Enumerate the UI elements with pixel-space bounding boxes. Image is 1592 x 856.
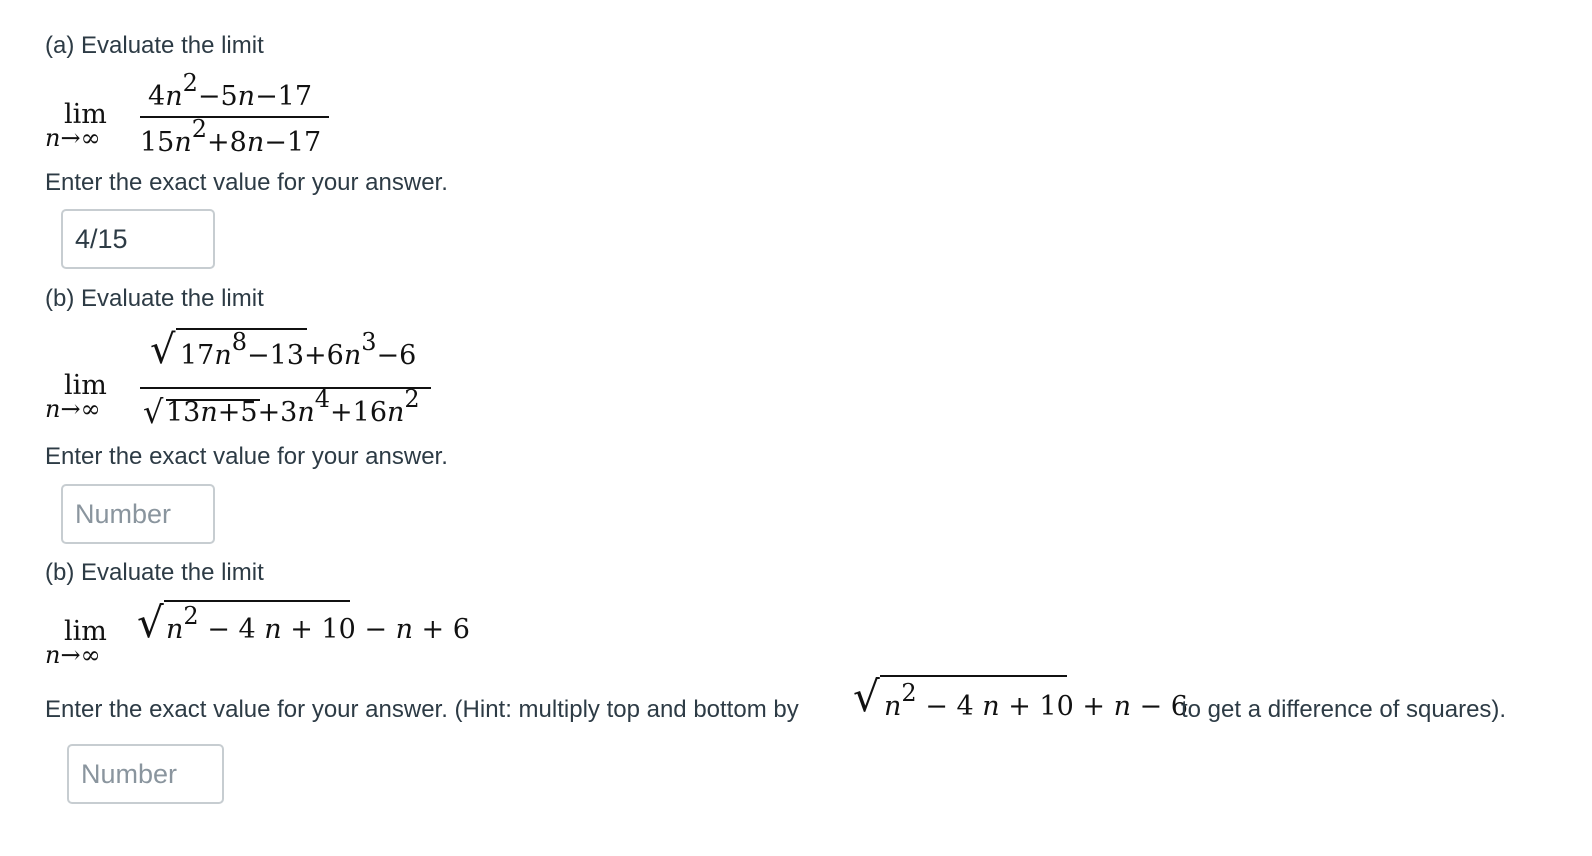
part-a-answer-input[interactable] xyxy=(61,209,215,269)
part-b-answer-input[interactable] xyxy=(61,484,215,544)
radical-icon: √ xyxy=(137,598,164,647)
part-a-heading: (a) Evaluate the limit xyxy=(45,32,264,59)
part-c-instruction-after: to get a difference of squares). xyxy=(1181,696,1507,723)
lim-subscript: n→∞ xyxy=(45,641,101,669)
hint-radical-bar xyxy=(880,675,1067,677)
lim-label: lim xyxy=(64,99,107,130)
part-a-instruction: Enter the exact value for your answer. xyxy=(45,169,448,196)
radical-icon: √ xyxy=(853,672,880,721)
radical-icon: √ xyxy=(150,327,176,373)
part-a-fraction-bar xyxy=(140,116,329,118)
part-c-heading: (b) Evaluate the limit xyxy=(45,559,264,586)
part-c-answer-input[interactable] xyxy=(67,744,224,804)
part-b-heading: (b) Evaluate the limit xyxy=(45,285,264,312)
lim-subscript: n→∞ xyxy=(45,124,101,152)
lim-subscript: n→∞ xyxy=(45,395,101,423)
part-b-instruction: Enter the exact value for your answer. xyxy=(45,443,448,470)
part-c-expression: $n^2 - 4$ n + 10 − n + 6 xyxy=(166,602,470,645)
part-a-denominator: $15n^2+8n-17$ xyxy=(140,115,322,158)
lim-label: lim xyxy=(64,616,107,647)
part-a-numerator: $4n^2-5n-17$ xyxy=(148,69,313,112)
hint-expression: $n^2 - 4$ n + 10 + n − 6 xyxy=(884,679,1188,722)
part-b-numerator: $17n^8-13+6n^3-6$ xyxy=(180,328,417,371)
part-b-fraction-bar xyxy=(140,387,431,389)
part-b-denominator: $13n+5+3n^4+16n^2$ xyxy=(166,385,420,428)
part-c-instruction-before: Enter the exact value for your answer. (Hint: multiply top and bottom by xyxy=(45,696,799,723)
radical-icon: √ xyxy=(143,393,164,431)
lim-label: lim xyxy=(64,370,107,401)
